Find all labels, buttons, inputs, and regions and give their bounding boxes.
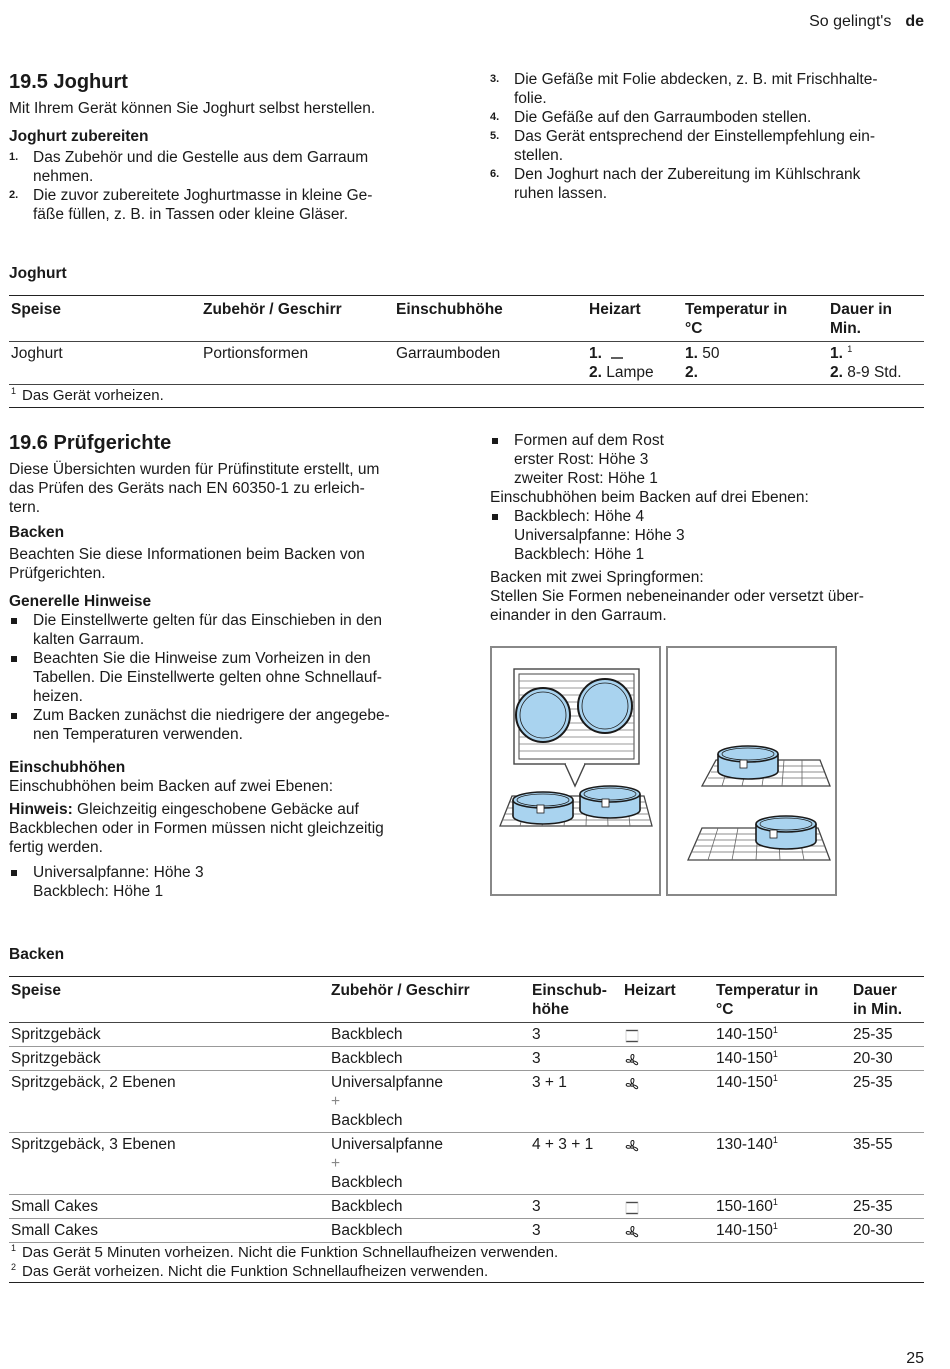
cell-hoehe bbox=[530, 1195, 622, 1219]
column-header: Dauer in Min. bbox=[853, 982, 903, 1018]
table-header-row bbox=[9, 979, 924, 1023]
list-item: Backblech: Höhe 4 Universalpfanne: Höhe 3 Backblech: Höhe 1 bbox=[490, 507, 930, 564]
top-bottom-heat-icon bbox=[624, 1200, 712, 1216]
step-number: 4. bbox=[490, 111, 500, 123]
page-header bbox=[809, 12, 924, 31]
table-row bbox=[9, 1219, 924, 1243]
page-number: 25 bbox=[906, 1350, 924, 1367]
column-header: Einschub- höhe bbox=[532, 982, 607, 1018]
cell-heizart bbox=[622, 1071, 714, 1133]
cell-temperatur bbox=[714, 1219, 851, 1243]
list-item: Zum Backen zunächst die niedrigere der angegebe- nen Temperaturen verwenden. bbox=[9, 706, 449, 744]
step-label: 1. bbox=[685, 345, 698, 362]
column-header: Zubehör / Geschirr bbox=[203, 301, 342, 318]
footnote-ref: 1 bbox=[772, 1134, 778, 1145]
cell-speise: Spritzgebäck, 2 Ebenen bbox=[11, 1074, 176, 1091]
section-title: 19.6 Prüfgerichte bbox=[9, 432, 172, 454]
cell-hoehe-text: 3 bbox=[532, 1198, 541, 1215]
section-intro: Mit Ihrem Gerät können Sie Joghurt selbst herstellen. bbox=[9, 100, 376, 117]
subheading-einschub: Einschubhöhen bbox=[9, 759, 126, 776]
illustration-side-by-side bbox=[490, 646, 661, 896]
step-item bbox=[490, 108, 930, 127]
two-levels-list bbox=[9, 863, 449, 901]
zubehoer-line: Universalpfanne bbox=[331, 1136, 444, 1153]
cell-heizart bbox=[622, 1023, 714, 1047]
step-text: Die Gefäße auf den Garraumboden stellen. bbox=[514, 109, 812, 126]
cell-dauer: 20-30 bbox=[853, 1050, 893, 1067]
footnote-mark: 2 bbox=[11, 1262, 17, 1272]
subheading: Joghurt zubereiten bbox=[9, 128, 149, 145]
cell-temperatur bbox=[683, 342, 828, 385]
temperature-value: 150-160 bbox=[716, 1198, 773, 1215]
cell-dauer: 25-35 bbox=[853, 1026, 893, 1043]
step-item bbox=[490, 127, 930, 165]
fan-heat-icon bbox=[624, 1052, 712, 1068]
heizart-lamp-text: Lampe bbox=[606, 364, 654, 381]
zubehoer-line: Backblech bbox=[331, 1222, 403, 1239]
header-language: de bbox=[905, 13, 924, 30]
step-item bbox=[490, 70, 930, 108]
cell-dauer: 25-35 bbox=[853, 1074, 893, 1091]
illustration-staggered bbox=[666, 646, 837, 896]
column-header: Temperatur in °C bbox=[685, 301, 788, 337]
table-top-rule bbox=[9, 976, 924, 977]
header-section: So gelingt's bbox=[809, 13, 892, 30]
temperature-value: 140-150 bbox=[716, 1050, 773, 1067]
list-item: Beachten Sie die Hinweise zum Vorheizen in den Tabellen. Die Einstellwerte gelten ohne Schnellauf- heizen. bbox=[9, 649, 449, 706]
cell-zubehoer bbox=[329, 1195, 530, 1219]
footnote-text: Das Gerät vorheizen. bbox=[22, 387, 164, 404]
table-row bbox=[9, 1195, 924, 1219]
footnote-mark: 1 bbox=[11, 386, 17, 396]
section-19-6-continued bbox=[490, 431, 930, 625]
step-number: 6. bbox=[490, 168, 500, 180]
three-levels-intro: Einschubhöhen beim Backen auf drei Ebenen: bbox=[490, 489, 809, 506]
zubehoer-line: Backblech bbox=[331, 1050, 403, 1067]
cell-zubehoer bbox=[329, 1219, 530, 1243]
temperature-value: 140-150 bbox=[716, 1074, 773, 1091]
column-header: Dauer in Min. bbox=[830, 301, 893, 337]
table-bottom-rule bbox=[9, 407, 924, 408]
step-text: Den Joghurt nach der Zubereitung im Kühlschrank ruhen lassen. bbox=[514, 166, 861, 202]
zubehoer-line: + bbox=[331, 1155, 341, 1172]
note-text: Gleichzeitig eingeschobene Gebäcke auf Backblechen oder in Formen müssen nicht gleichzeitig fertig werden. bbox=[9, 801, 384, 856]
cell-speise: Spritzgebäck, 3 Ebenen bbox=[11, 1136, 176, 1153]
three-levels-list bbox=[490, 507, 930, 564]
joghurt-footnote bbox=[11, 386, 164, 405]
step-number: 5. bbox=[490, 130, 500, 142]
cell-hoehe bbox=[530, 1023, 622, 1047]
list-item: Die Einstellwerte gelten für das Einschieben in den kalten Garraum. bbox=[9, 611, 449, 649]
cell-speise: Joghurt bbox=[11, 345, 63, 362]
springforms-staggered-illustration bbox=[668, 648, 835, 894]
cell-hoehe-text: 3 bbox=[532, 1026, 541, 1043]
section-title: 19.5 Joghurt bbox=[9, 71, 128, 93]
step-text: Das Zubehör und die Gestelle aus dem Garraum nehmen. bbox=[33, 149, 369, 185]
zubehoer-line: Backblech bbox=[331, 1026, 403, 1043]
step-label: 2. bbox=[830, 364, 843, 381]
footnote-text: Das Gerät 5 Minuten vorheizen. Nicht die Funktion Schnellaufheizen verwenden. bbox=[22, 1244, 559, 1261]
subheading-backen: Backen bbox=[9, 524, 65, 541]
section-19-6 bbox=[9, 431, 449, 901]
temperature-value: 130-140 bbox=[716, 1136, 773, 1153]
cell-speise: Small Cakes bbox=[11, 1198, 98, 1215]
cell-zubehoer bbox=[329, 1071, 530, 1133]
cell-speise: Spritzgebäck bbox=[11, 1050, 101, 1067]
step-text: Das Gerät entsprechend der Einstellempfehlung ein- stellen. bbox=[514, 128, 876, 164]
footnote bbox=[11, 1262, 911, 1281]
cell-temperatur bbox=[714, 1071, 851, 1133]
cell-hoehe-text: 3 bbox=[532, 1222, 541, 1239]
section-19-5-continued bbox=[490, 70, 930, 203]
cell-hoehe-text: 3 bbox=[532, 1050, 541, 1067]
cell-zubehoer bbox=[329, 1133, 530, 1195]
cell-zubehoer: Portionsformen bbox=[203, 345, 309, 362]
list-item: Formen auf dem Rost erster Rost: Höhe 3 zweiter Rost: Höhe 1 bbox=[490, 431, 930, 488]
cell-speise: Spritzgebäck bbox=[11, 1026, 101, 1043]
cell-zubehoer bbox=[329, 1023, 530, 1047]
column-header: Einschubhöhe bbox=[396, 301, 503, 318]
temperature-value: 50 bbox=[702, 345, 720, 362]
duration-value: 8-9 Std. bbox=[847, 364, 902, 381]
cell-speise: Small Cakes bbox=[11, 1222, 98, 1239]
steps-list-right bbox=[490, 70, 930, 203]
temperature-value: 140-150 bbox=[716, 1026, 773, 1043]
footnote-mark: 1 bbox=[11, 1243, 17, 1253]
einschub-intro: Einschubhöhen beim Backen auf zwei Ebenen: bbox=[9, 778, 333, 795]
table-row bbox=[9, 1023, 924, 1047]
section-19-5 bbox=[9, 70, 449, 224]
top-bottom-heat-icon bbox=[624, 1028, 712, 1044]
column-header: Zubehör / Geschirr bbox=[331, 982, 470, 999]
springforms-side-by-side-illustration bbox=[492, 648, 659, 894]
cell-dauer: 20-30 bbox=[853, 1222, 893, 1239]
subheading-hinweise: Generelle Hinweise bbox=[9, 593, 152, 610]
column-header: Heizart bbox=[624, 982, 676, 999]
table-top-rule bbox=[9, 295, 924, 296]
cell-hoehe: Garraumboden bbox=[396, 345, 501, 362]
joghurt-table-caption: Joghurt bbox=[9, 265, 67, 282]
bottom-heat-icon bbox=[610, 348, 624, 360]
zubehoer-line: + bbox=[331, 1093, 341, 1110]
fan-heat-icon bbox=[624, 1224, 712, 1240]
column-header: Speise bbox=[11, 301, 61, 318]
cell-heizart bbox=[622, 1219, 714, 1243]
backen-text: Beachten Sie diese Informationen beim Backen von Prüfgerichten. bbox=[9, 546, 365, 582]
cell-temperatur bbox=[714, 1133, 851, 1195]
steps-list-left bbox=[9, 148, 449, 224]
table-row bbox=[9, 1133, 924, 1195]
zubehoer-line: Universalpfanne bbox=[331, 1074, 444, 1091]
cell-hoehe bbox=[530, 1133, 622, 1195]
table-row bbox=[9, 1071, 924, 1133]
cell-hoehe bbox=[530, 1047, 622, 1071]
zubehoer-line: Backblech bbox=[331, 1198, 403, 1215]
springform-text: Backen mit zwei Springformen: Stellen Sie Formen nebeneinander oder versetzt über- einander in den Garraum. bbox=[490, 569, 864, 624]
temperature-value: 140-150 bbox=[716, 1222, 773, 1239]
step-label: 1. bbox=[589, 345, 602, 362]
zubehoer-line: Backblech bbox=[331, 1174, 403, 1191]
cell-temperatur bbox=[714, 1047, 851, 1071]
table-body bbox=[9, 1023, 924, 1243]
zubehoer-line: Backblech bbox=[331, 1112, 403, 1129]
cell-heizart bbox=[622, 1195, 714, 1219]
cell-dauer: 25-35 bbox=[853, 1198, 893, 1215]
cell-temperatur bbox=[714, 1195, 851, 1219]
step-number: 2. bbox=[9, 189, 19, 201]
footnote-ref: 1 bbox=[772, 1072, 778, 1083]
step-item bbox=[9, 186, 449, 224]
cell-dauer bbox=[828, 342, 924, 385]
note bbox=[9, 800, 449, 857]
note-label: Hinweis: bbox=[9, 801, 73, 818]
cell-hoehe-text: 4 + 3 + 1 bbox=[532, 1136, 594, 1153]
table-row bbox=[9, 342, 924, 385]
fan-heat-icon bbox=[624, 1138, 712, 1154]
step-number: 1. bbox=[9, 151, 19, 163]
cell-heizart bbox=[622, 1047, 714, 1071]
list-item: Universalpfanne: Höhe 3 Backblech: Höhe 1 bbox=[9, 863, 449, 901]
cell-hoehe-text: 3 + 1 bbox=[532, 1074, 567, 1091]
step-label: 2. bbox=[589, 364, 602, 381]
step-label: 1. bbox=[830, 345, 843, 362]
step-number: 3. bbox=[490, 73, 500, 85]
cell-temperatur bbox=[714, 1023, 851, 1047]
column-header: Speise bbox=[11, 982, 61, 999]
cell-zubehoer bbox=[329, 1047, 530, 1071]
step-label: 2. bbox=[685, 364, 698, 381]
backen-footnotes bbox=[11, 1243, 911, 1281]
step-item bbox=[9, 148, 449, 186]
hinweise-list bbox=[9, 611, 449, 744]
column-header: Heizart bbox=[589, 301, 641, 318]
step-text: Die Gefäße mit Folie abdecken, z. B. mit Frischhalte- folie. bbox=[514, 71, 878, 107]
cell-heizart bbox=[622, 1133, 714, 1195]
backen-table-caption: Backen bbox=[9, 946, 65, 963]
backen-table bbox=[9, 979, 924, 1243]
rack-levels-list bbox=[490, 431, 930, 488]
fan-heat-icon bbox=[624, 1076, 712, 1092]
table-header-row bbox=[9, 298, 924, 342]
step-text: Die zuvor zubereitete Joghurtmasse in kleine Ge- fäße füllen, z. B. in Tassen oder kleine Gläser. bbox=[33, 187, 373, 223]
cell-dauer: 35-55 bbox=[853, 1136, 893, 1153]
footnote-ref: 1 bbox=[772, 1048, 778, 1059]
footnote-text: Das Gerät vorheizen. Nicht die Funktion Schnellaufheizen verwenden. bbox=[22, 1263, 489, 1280]
cell-heizart bbox=[587, 342, 683, 385]
cell-hoehe bbox=[530, 1071, 622, 1133]
column-header: Temperatur in °C bbox=[716, 982, 819, 1018]
footnote-ref: 1 bbox=[847, 343, 853, 354]
footnote-ref: 1 bbox=[772, 1024, 778, 1035]
joghurt-table bbox=[9, 298, 924, 385]
table-bottom-rule bbox=[9, 1282, 924, 1283]
footnote bbox=[11, 1243, 911, 1262]
footnote-ref: 1 bbox=[772, 1220, 778, 1231]
step-item bbox=[490, 165, 930, 203]
table-row bbox=[9, 1047, 924, 1071]
section-intro: Diese Übersichten wurden für Prüfinstitute erstellt, um das Prüfen des Geräts nach EN 60350-1 zu erleich- tern. bbox=[9, 461, 380, 516]
cell-hoehe bbox=[530, 1219, 622, 1243]
footnote-ref: 1 bbox=[772, 1196, 778, 1207]
